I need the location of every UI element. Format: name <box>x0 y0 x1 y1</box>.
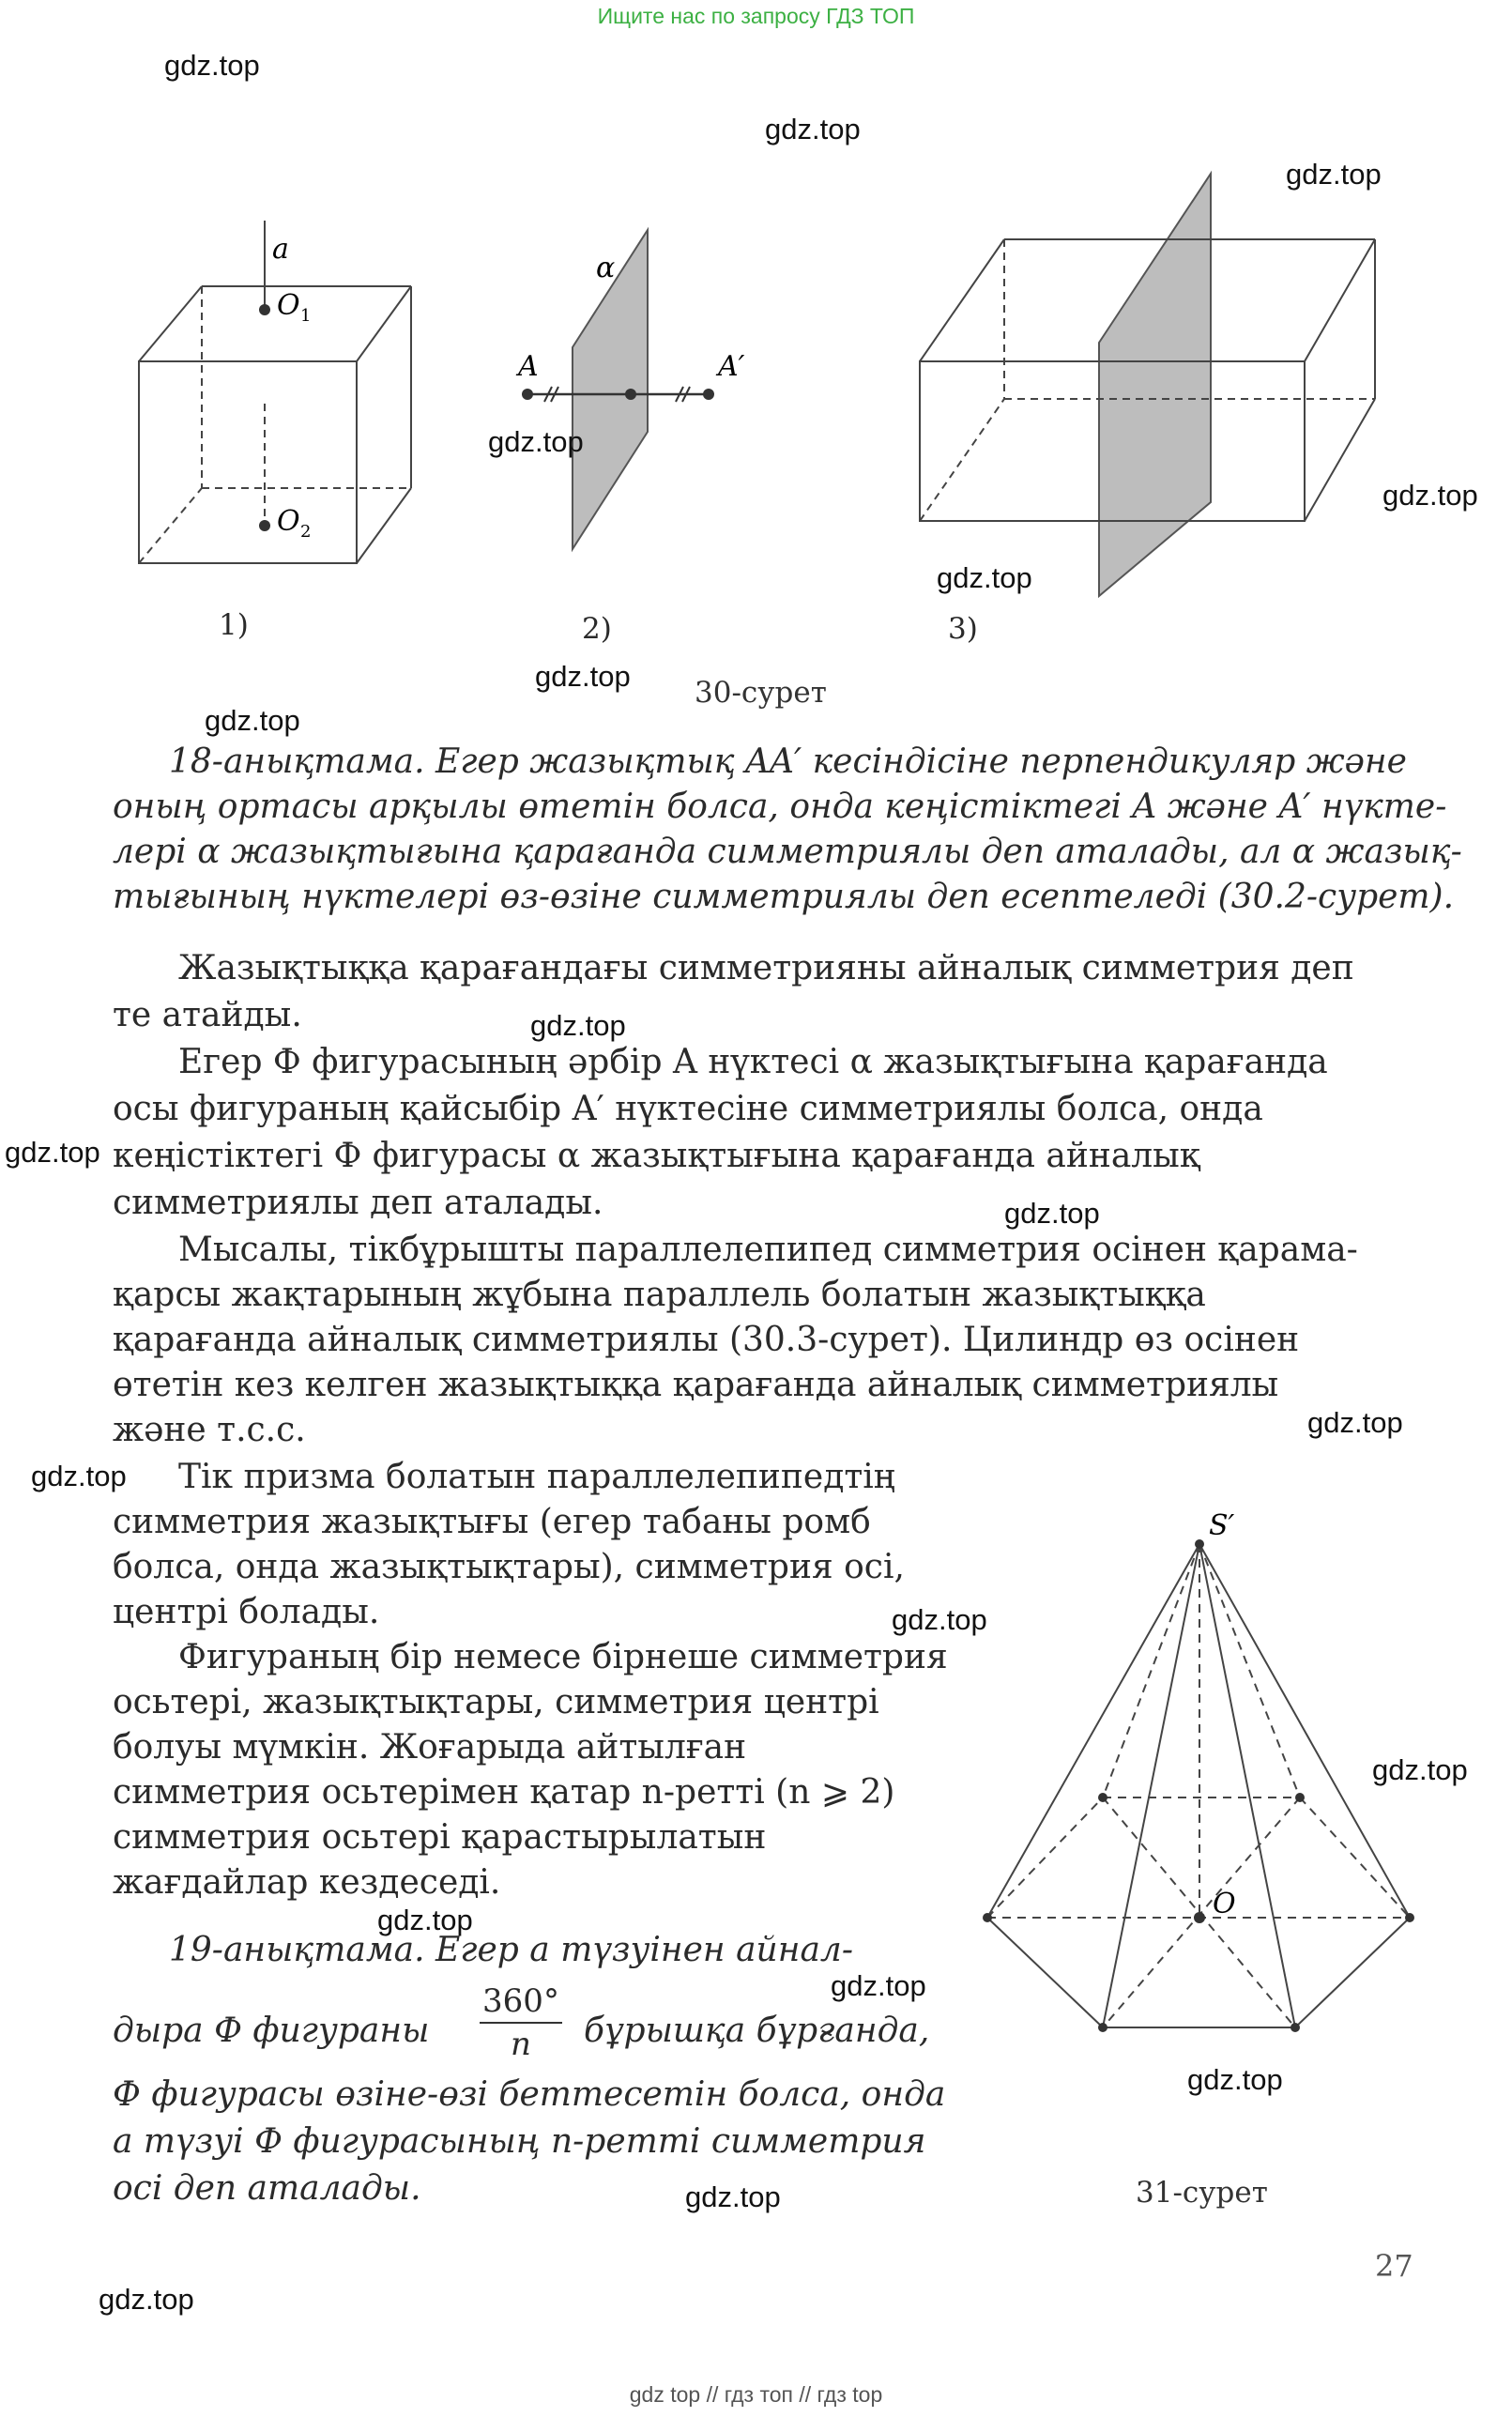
def19-line1: 19-анықтама. Егер a түзуінен айнал- <box>169 1931 853 1969</box>
figure-31-caption: 31-сурет <box>1136 2176 1268 2210</box>
watermark: gdz.top <box>535 660 631 693</box>
watermark: gdz.top <box>937 561 1032 594</box>
watermark: gdz.top <box>765 113 861 145</box>
def18-line1: 18-анықтама. Егер жазықтық AA′ кесіндісіне перпендикуляр және <box>169 742 1407 781</box>
para4-line1: Тік призма болатын параллелепипедтің <box>178 1458 895 1496</box>
para3-line5: және т.с.с. <box>113 1411 306 1449</box>
watermark: gdz.top <box>31 1460 127 1492</box>
figure-30-1-cube <box>122 216 413 582</box>
para4-line4: центрі болады. <box>113 1593 380 1631</box>
label-o1: O <box>277 289 300 322</box>
watermark: gdz.top <box>377 1904 473 1936</box>
fraction-numerator: 360° <box>482 1982 559 2020</box>
para3-line4: өтетін кез келген жазықтыққа қарағанда айналық симметриялы <box>113 1366 1279 1404</box>
watermark: gdz.top <box>530 1009 626 1042</box>
label-a-prime: A′ <box>718 350 745 383</box>
figure-30-1-number: 1) <box>219 608 249 642</box>
para3-line1: Мысалы, тікбұрышты параллелепипед симметрия осінен қарама- <box>178 1231 1358 1269</box>
para4-line2: симметрия жазықтығы (егер табаны ромб <box>113 1503 871 1541</box>
para2-line1: Егер Ф фигурасының әрбір A нүктесі α жазықтығына қарағанда <box>178 1043 1328 1081</box>
top-banner: Ищите нас по запросу ГДЗ ТОП <box>597 4 915 28</box>
watermark: gdz.top <box>1286 158 1382 191</box>
label-o2-sub: 2 <box>300 522 312 542</box>
fraction-denominator: n <box>511 2026 531 2063</box>
label-o-center: O <box>1213 1888 1236 1920</box>
figure-30-3-parallelepiped <box>910 164 1380 605</box>
watermark: gdz.top <box>892 1603 987 1636</box>
label-a-point: A <box>518 350 539 383</box>
def18-line2: оның ортасы арқылы өтетін болса, онда кеңістіктегі A және A′ нүкте- <box>113 788 1447 826</box>
watermark: gdz.top <box>685 2180 781 2213</box>
def18-line4: тығының нүктелері өз-өзіне симметриялы деп есептеледі (30.2-сурет). <box>113 878 1455 916</box>
label-a: a <box>272 233 289 266</box>
para5-line6: жағдайлар кездеседі. <box>113 1863 501 1902</box>
para2-line3: кеңістіктегі Ф фигурасы α жазықтығына қарағанда айналық <box>113 1137 1200 1175</box>
para1-line2: те атайды. <box>113 996 302 1034</box>
watermark: gdz.top <box>1372 1753 1468 1786</box>
figure-30-3-number: 3) <box>948 612 978 646</box>
watermark: gdz.top <box>1307 1406 1403 1439</box>
figure-30-2-number: 2) <box>582 612 612 646</box>
watermark: gdz.top <box>1382 479 1478 512</box>
label-o1-sub: 1 <box>300 306 312 326</box>
label-s-prime: S′ <box>1209 1509 1235 1542</box>
label-alpha: α <box>596 252 616 284</box>
watermark: gdz.top <box>99 2283 194 2316</box>
point-o1 <box>259 304 270 315</box>
watermark: gdz.top <box>5 1136 100 1169</box>
para1-line1: Жазықтыққа қарағандағы симметрияны айналық симметрия деп <box>178 949 1354 987</box>
watermark: gdz.top <box>488 425 584 458</box>
watermark: gdz.top <box>1187 2063 1283 2096</box>
def19-line2b: бұрышқа бұрғанда, <box>584 2012 930 2050</box>
label-o2: O <box>277 505 300 538</box>
para4-line3: болса, онда жазықтықтары), симметрия осі, <box>113 1548 905 1586</box>
def19-line5: осі деп аталады. <box>113 2169 421 2208</box>
def18-line3: лері α жазықтығына қарағанда симметриялы деп аталады, ал α жазық- <box>113 833 1462 871</box>
page-number: 27 <box>1375 2248 1413 2284</box>
def19-line4: a түзуі Ф фигурасының n-ретті симметрия <box>113 2122 926 2161</box>
para5-line2: осьтері, жазықтықтары, симметрия центрі <box>113 1683 879 1721</box>
para5-line3: болуы мүмкін. Жоғарыда айтылған <box>113 1728 747 1767</box>
para2-line2: осы фигураның қайсыбір A′ нүктесіне симметриялы болса, онда <box>113 1090 1263 1128</box>
footer-links[interactable]: gdz top // гдз топ // гдз top <box>629 2382 883 2407</box>
para2-line4: симметриялы деп аталады. <box>113 1184 603 1222</box>
para5-line4: симметрия осьтерімен қатар n-ретті (n ⩾ 2) <box>113 1773 895 1812</box>
para5-line1: Фигураның бір немесе бірнеше симметрия <box>178 1638 948 1676</box>
para5-line5: симметрия осьтері қарастырылатын <box>113 1818 767 1857</box>
para3-line2: қарсы жақтарының жұбына параллель болатын жазықтыққа <box>113 1276 1206 1314</box>
figure-30-2-plane <box>507 225 788 563</box>
point-o-center <box>1194 1912 1205 1923</box>
point-o2 <box>259 520 270 531</box>
figure-30-caption: 30-сурет <box>695 676 827 710</box>
watermark: gdz.top <box>205 704 300 737</box>
watermark: gdz.top <box>1004 1197 1100 1230</box>
def19-line2a: дыра Ф фигураны <box>113 2012 430 2050</box>
watermark: gdz.top <box>831 1969 926 2002</box>
def19-fraction <box>474 1981 568 2065</box>
watermark: gdz.top <box>164 49 260 82</box>
para3-line3: қарағанда айналық симметриялы (30.3-сурет). Цилиндр өз осінен <box>113 1321 1300 1359</box>
def19-line3: Ф фигурасы өзіне-өзі беттесетін болса, онда <box>113 2075 946 2114</box>
